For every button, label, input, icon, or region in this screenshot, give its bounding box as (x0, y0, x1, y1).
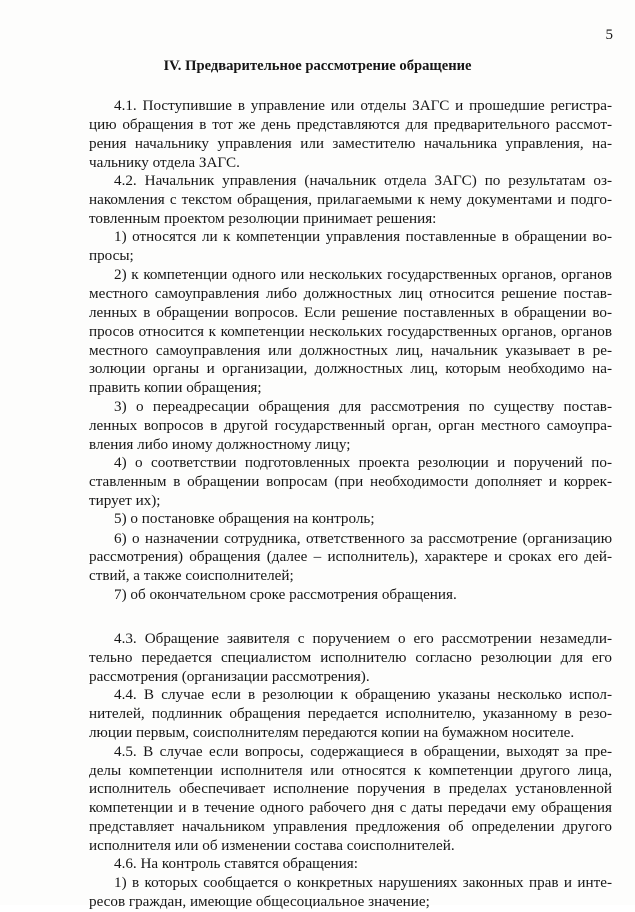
text-line: тельно передается специалистом исполнителю согласно резолюции для его (89, 649, 612, 666)
text-line: нителей, подлинник обращения передается исполнителю, указанному в резо- (89, 705, 612, 722)
text-line: исполнитель обеспечивает исполнение поручения в пределах установленной (89, 780, 612, 797)
text-line: накомления с текстом обращения, прилагаемыми к нему документами и подго- (89, 191, 612, 208)
text-line: 4.5. В случае если вопросы, содержащиеся в обращении, выходят за пре- (114, 743, 612, 760)
text-line: золюции органы и организации, должностных лиц, которым необходимо на- (89, 360, 612, 377)
text-line: местного самоуправления либо должностных лиц относится решение постав- (89, 285, 612, 302)
text-line: просы; (89, 247, 134, 264)
text-line: 4.6. На контроль ставятся обращения: (114, 855, 358, 872)
text-line: вления либо иному должностному лицу; (89, 436, 351, 453)
text-line: 4) о соответствии подготовленных проекта резолюции и поручений по- (114, 454, 612, 471)
text-line: 4.4. В случае если в резолюции к обращению указаны несколько испол- (114, 686, 612, 703)
text-line: править копии обращения; (89, 379, 262, 396)
text-line: ленных в обращении вопросов. Если решение поставленных в обращении во- (89, 304, 612, 321)
text-line: исполнителя или об изменении состава соисполнителей. (89, 837, 455, 854)
text-line: 7) об окончательном сроке рассмотрения обращения. (114, 586, 457, 603)
text-line: 4.1. Поступившие в управление или отделы ЗАГС и прошедшие регистра- (114, 97, 612, 114)
text-line: 4.2. Начальник управления (начальник отдела ЗАГС) по результатам оз- (114, 172, 612, 189)
text-line: 6) о назначении сотрудника, ответственного за рассмотрение (организацию (114, 530, 612, 547)
text-line: делы компетенции исполнителя или относятся к компетенции другого лица, (89, 762, 612, 779)
section-heading: IV. Предварительное рассмотрение обращение (163, 58, 472, 74)
text-line: 5) о постановке обращения на контроль; (114, 510, 375, 527)
text-line: представляет начальником управления предложения об определении другого (89, 818, 612, 835)
page-number: 5 (605, 27, 613, 43)
text-line: ресов граждан, имеющие общесоциальное значение; (89, 893, 430, 910)
text-line: рения начальнику управления или заместителю начальника управления, на- (89, 135, 612, 152)
text-line: ставленным в обращении вопросам (при необходимости дополняет и коррек- (89, 473, 612, 490)
text-line: местного самоуправления или должностных лиц, начальник указывает в ре- (89, 342, 612, 359)
text-line: товленным проектом резолюции принимает решения: (89, 210, 437, 227)
text-line: ленных вопросов в другой государственный орган, орган местного самоупра- (89, 417, 612, 434)
text-line: рассмотрения) обращения (далее – исполнитель), характере и сроках его дей- (89, 548, 612, 565)
text-line: компетенции и в течение одного рабочего дня с даты передачи ему обращения (89, 799, 612, 816)
text-line: тирует их); (89, 492, 161, 509)
text-line: люции первым, соисполнителям передаются копии на бумажном носителе. (89, 724, 575, 741)
text-line: чальнику отдела ЗАГС. (89, 154, 240, 171)
text-line: 3) о переадресации обращения для рассмотрения по существу постав- (114, 398, 612, 415)
text-line: цию обращения в тот же день представляются для предварительного рассмот- (89, 116, 612, 133)
text-line: рассмотрения (организации рассмотрения). (89, 668, 370, 685)
text-line: просов относится к компетенции нескольких государственных органов, органов (89, 323, 612, 340)
text-line: 1) в которых сообщается о конкретных нарушениях законных прав и инте- (114, 874, 612, 891)
text-line: ствий, а также соисполнителей; (89, 567, 294, 584)
text-line: 1) относятся ли к компетенции управления поставленные в обращении во- (114, 228, 612, 245)
text-line: 4.3. Обращение заявителя с поручением о его рассмотрении незамедли- (114, 630, 612, 647)
text-line: 2) к компетенции одного или нескольких государственных органов, органов (114, 266, 612, 283)
